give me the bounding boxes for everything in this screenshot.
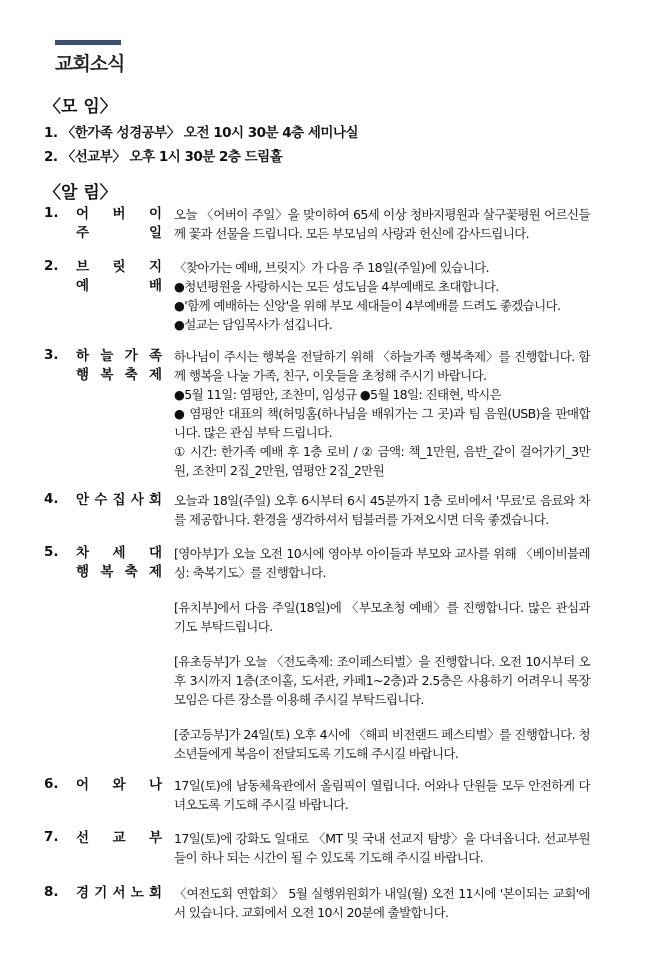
label-char: 배 — [148, 278, 162, 294]
notice-paragraph: [유치부]에서 다음 주일(18일)에 〈부모초청 예배〉를 진행합니다. 많은 관심과 기도 부탁드립니다. — [174, 600, 590, 634]
notice-label-line1 — [76, 258, 162, 277]
notice-label-line1 — [76, 884, 162, 903]
notice-number: 4. — [44, 491, 59, 507]
notice-content — [174, 347, 590, 480]
label-char: 예 — [76, 278, 90, 294]
label-char: 가 — [124, 348, 138, 364]
label-char: 복 — [100, 367, 114, 383]
label-char: 릿 — [112, 259, 126, 275]
label-char: 차 — [76, 545, 90, 561]
label-char: 어 — [76, 206, 90, 222]
notice-content — [174, 258, 590, 334]
notice-number: 3. — [44, 347, 59, 363]
label-char: 안 — [76, 492, 90, 508]
notice-label-line2 — [76, 277, 162, 296]
notice-label-line1 — [76, 491, 162, 510]
notice-content — [174, 491, 590, 529]
label-char: 세 — [112, 545, 126, 561]
notice-label-line1 — [76, 776, 162, 795]
label-char: 나 — [148, 777, 162, 793]
notice-content — [174, 829, 590, 867]
notice-content — [174, 205, 590, 243]
notice-text: 〈여전도회 연합회〉 5월 실행위원회가 내일(월) 오전 11시에 '본이되는 교회'에서 있습니다. 교회에서 오전 10시 20분에 출발합니다. — [174, 886, 590, 920]
meeting-line-1: 1. 〈한가족 성경공부〉 오전 10시 30분 4층 세미나실 — [44, 125, 359, 141]
notice-text: ● 염평안 대표의 책(허밍홈(하나님을 배워가는 그 곳)과 팀 음원(USB)을 판매합니다. 많은 관심 부탁 드립니다. — [174, 406, 590, 440]
notice-paragraph: [유초등부]가 오늘 〈전도축제: 조이페스티벌〉을 진행합니다. 오전 10시부터 오후 3시까지 1층(조이홀, 도서관, 카페1~2층)과 2.5층은 사용하기 어려우니 목장 모임은 다른 장소를 이용해 주시길 부탁드립니다. — [174, 654, 590, 707]
label-char: 사 — [130, 492, 144, 508]
label-char: 선 — [76, 830, 90, 846]
label-char: 버 — [112, 206, 126, 222]
label-char: 행 — [76, 367, 90, 383]
notice-text: 17일(토)에 남동체육관에서 올림픽이 열립니다. 어와나 단원들 모두 안전하게 다녀오도록 기도해 주시길 바랍니다. — [174, 778, 590, 812]
label-char: 경 — [76, 885, 90, 901]
label-char: 부 — [148, 830, 162, 846]
notice-content — [174, 544, 590, 763]
notice-content — [174, 884, 590, 922]
notice-number: 5. — [44, 544, 59, 560]
notice-bullet: ●청년평원을 사랑하시는 모든 성도님을 4부예배로 초대합니다. — [174, 279, 499, 294]
label-char: 기 — [94, 885, 108, 901]
notice-paragraph: [중고등부]가 24일(토) 오후 4시에 〈해피 비전랜드 페스티벌〉를 진행합니다. 청소년들에게 복음이 전달되도록 기도해 주시길 바랍니다. — [174, 727, 590, 761]
notice-number: 6. — [44, 776, 59, 792]
notice-label-line2 — [76, 563, 162, 582]
label-char: 족 — [148, 348, 162, 364]
label-char: 주 — [76, 225, 90, 241]
notice-text: 하나님이 주시는 행복을 전달하기 위해 〈하늘가족 행복축제〉를 진행합니다. 함께 행복을 나눌 가족, 친구, 이웃들을 초청해 주시기 바랍니다. — [174, 349, 590, 383]
label-char: 어 — [76, 777, 90, 793]
meetings-heading: 〈모 임〉 — [44, 97, 117, 117]
notice-label-line1 — [76, 829, 162, 848]
notice-text: ① 시간: 한가족 예배 후 1층 로비 / ② 금액: 책_1만원, 음반_같이 걸어가기_3만원, 조찬미 2집_2만원, 염평안 2집_2만원 — [174, 444, 590, 478]
notice-text: 오늘과 18일(주일) 오후 6시부터 6시 45분까지 1층 로비에서 '무료'로 음료와 차를 제공합니다. 환경을 생각하셔서 텀블러를 가져오시면 더욱 좋겠습니다. — [174, 493, 590, 527]
notice-label-line1 — [76, 347, 162, 366]
label-char: 회 — [148, 885, 162, 901]
label-char: 회 — [148, 492, 162, 508]
label-char: 하 — [76, 348, 90, 364]
label-char: 이 — [148, 206, 162, 222]
label-char: 브 — [76, 259, 90, 275]
notice-bullet: ●설교는 담임목사가 섬깁니다. — [174, 317, 333, 332]
notice-content — [174, 776, 590, 814]
notice-number: 8. — [44, 884, 59, 900]
label-char: 교 — [112, 830, 126, 846]
notice-label-line2 — [76, 224, 162, 243]
label-char: 집 — [112, 492, 126, 508]
notice-label-line1 — [76, 205, 162, 224]
notice-paragraph: [영아부]가 오늘 오전 10시에 영아부 아이들과 부모와 교사를 위해 〈베이비블레싱: 축복기도〉를 진행합니다. — [174, 546, 590, 580]
label-char: 복 — [100, 564, 114, 580]
notices-heading: 〈알 림〉 — [44, 183, 117, 203]
notice-text: 오늘 〈어버이 주일〉을 맞이하여 65세 이상 청바지평원과 살구꽃평원 어르신들께 꽃과 선물을 드립니다. 모든 부모님의 사랑과 헌신에 감사드립니다. — [174, 207, 590, 241]
label-char: 서 — [112, 885, 126, 901]
label-char: 행 — [76, 564, 90, 580]
label-char: 축 — [124, 564, 138, 580]
label-char: 늘 — [100, 348, 114, 364]
label-char: 노 — [130, 885, 144, 901]
notice-text: 〈찾아가는 예배, 브릿지〉가 다음 주 18일(주일)에 있습니다. — [174, 260, 490, 275]
label-char: 지 — [148, 259, 162, 275]
label-char: 제 — [148, 564, 162, 580]
notice-bullet: ●5월 11일: 염평안, 조찬미, 임성규 ●5월 18일: 진태현, 박시은 — [174, 387, 502, 402]
notice-number: 1. — [44, 205, 59, 221]
meeting-line-2: 2. 〈선교부〉 오후 1시 30분 2층 드림홀 — [44, 149, 283, 165]
notice-number: 2. — [44, 258, 59, 274]
notice-number: 7. — [44, 829, 59, 845]
header-accent-bar — [55, 40, 121, 45]
notice-label-line2 — [76, 366, 162, 385]
notice-label-line1 — [76, 544, 162, 563]
label-char: 제 — [148, 367, 162, 383]
label-char: 대 — [148, 545, 162, 561]
notice-text: 17일(토)에 강화도 일대로 〈MT 및 국내 선교지 탐방〉을 다녀옵니다. 선교부원들이 하나 되는 시간이 될 수 있도록 기도해 주시길 바랍니다. — [174, 831, 590, 865]
notice-bullet: ●'함께 예배하는 신앙'을 위해 부모 세대들이 4부예배를 드려도 좋겠습니다. — [174, 298, 561, 313]
label-char: 와 — [112, 777, 126, 793]
label-char: 수 — [94, 492, 108, 508]
label-char: 일 — [148, 225, 162, 241]
label-char: 축 — [124, 367, 138, 383]
page-title: 교회소식 — [55, 53, 125, 75]
